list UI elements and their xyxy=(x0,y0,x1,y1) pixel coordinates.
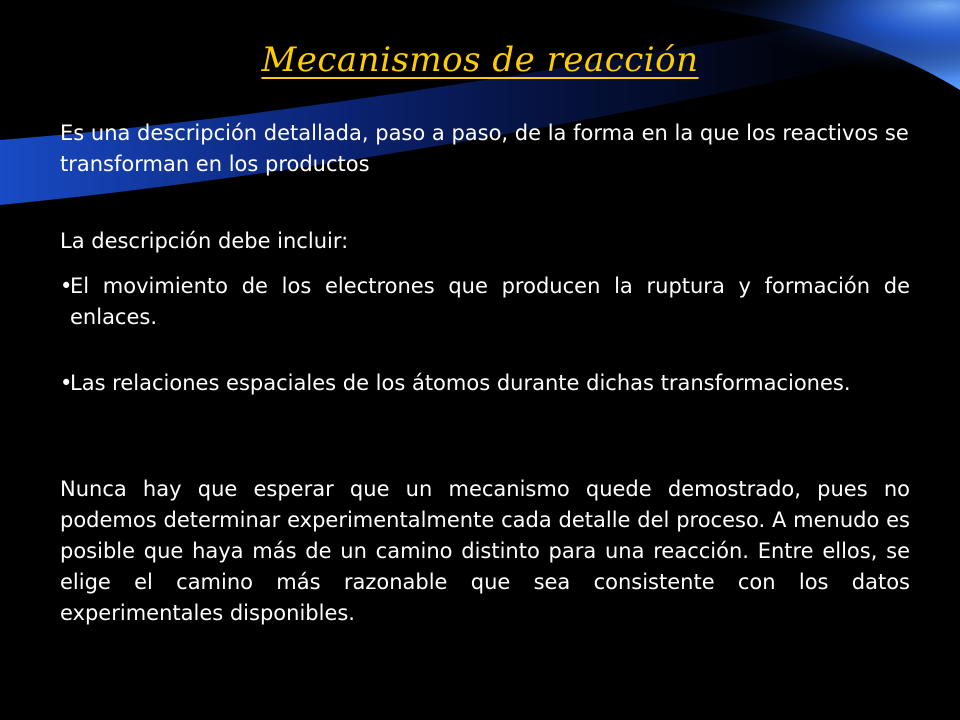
definition-paragraph: Es una descripción detallada, paso a paso, de la forma en la que los reactivos se transforman en los productos xyxy=(60,121,909,176)
bullet-marker: • xyxy=(60,274,73,298)
bullet-text: El movimiento de los electrones que producen la ruptura y formación de enlaces. xyxy=(70,274,910,329)
bullet-item xyxy=(60,368,910,399)
conclusion-paragraph: Nunca hay que esperar que un mecanismo quede demostrado, pues no podemos determinar experimentalmente cada detalle del proceso. A menudo es posible que haya más de un camino distinto para una reacción. Entre ellos, se elige el camino más razonable que sea consistente con los datos experimentales disponibles. xyxy=(60,477,910,625)
requirements-heading: La descripción debe incluir: xyxy=(60,229,349,253)
bullet-text: Las relaciones espaciales de los átomos durante dichas transformaciones. xyxy=(70,371,851,395)
slide-title: Mecanismos de reacción xyxy=(261,40,699,80)
bullet-marker: • xyxy=(60,371,73,395)
bullet-item xyxy=(60,271,910,333)
